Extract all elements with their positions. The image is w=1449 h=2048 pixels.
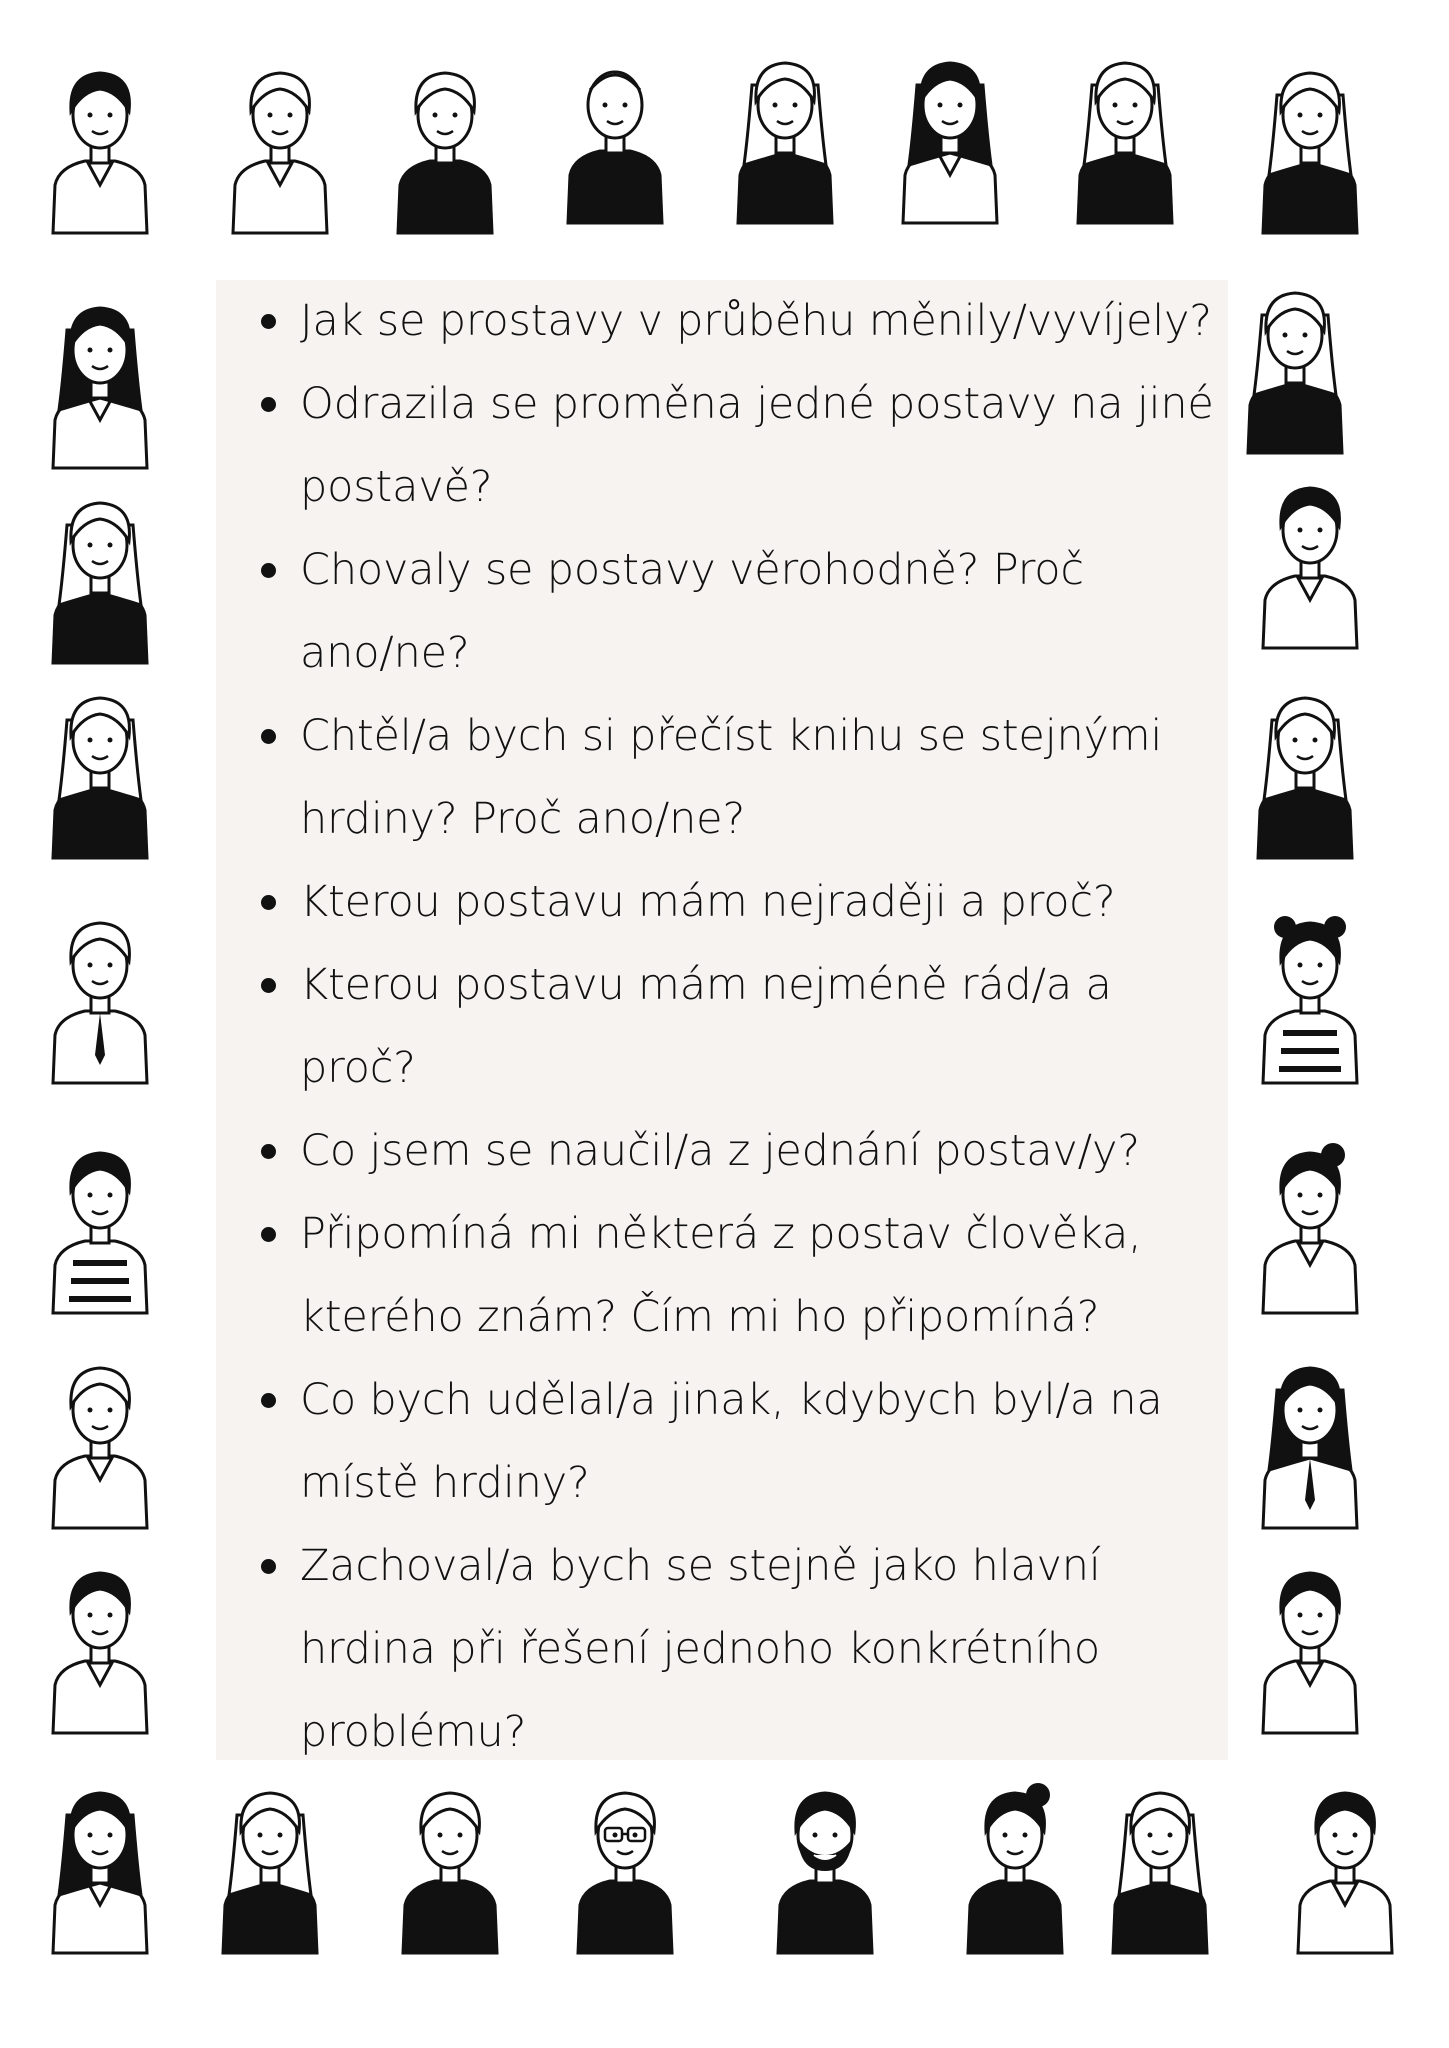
bullet-icon: [261, 1227, 276, 1242]
person-illustration-icon: [45, 55, 155, 235]
bullet-icon: [261, 1393, 276, 1408]
question-text: Chtěl/a bych si přečíst knihu se stejnými hrdiny? Proč ano/ne?: [300, 711, 1163, 844]
person-illustration-icon: [960, 1775, 1070, 1955]
question-item: [216, 1193, 1236, 1359]
person-illustration-icon: [225, 55, 335, 235]
person-illustration-icon: [45, 1135, 155, 1315]
person-illustration-icon: [1255, 1135, 1365, 1315]
question-text: Odrazila se proměna jedné postavy na jiné postavě?: [300, 379, 1214, 512]
person-illustration-icon: [45, 1775, 155, 1955]
person-illustration-icon: [730, 45, 840, 225]
bullet-icon: [261, 397, 276, 412]
person-illustration-icon: [1105, 1775, 1215, 1955]
question-text: Co jsem se naučil/a z jednání postav/y?: [300, 1126, 1140, 1176]
person-illustration-icon: [45, 1555, 155, 1735]
question-text: Chovaly se postavy věrohodně? Proč ano/ne?: [300, 545, 1084, 678]
question-item: [216, 363, 1236, 529]
bullet-icon: [261, 978, 276, 993]
person-illustration-icon: [45, 680, 155, 860]
person-illustration-icon: [1290, 1775, 1400, 1955]
person-illustration-icon: [390, 55, 500, 235]
question-text: Zachoval/a bych se stejně jako hlavní hrdina při řešení jednoho konkrétního problému?: [300, 1541, 1101, 1757]
person-illustration-icon: [1255, 1350, 1365, 1530]
question-item: [216, 1525, 1236, 1774]
person-illustration-icon: [895, 45, 1005, 225]
question-text: Kterou postavu mám nejméně rád/a a proč?: [300, 960, 1112, 1093]
question-text: Co bych udělal/a jinak, kdybych byl/a na místě hrdiny?: [300, 1375, 1163, 1508]
question-item: [216, 280, 1236, 363]
person-illustration-icon: [560, 45, 670, 225]
person-illustration-icon: [1070, 45, 1180, 225]
question-item: [216, 944, 1236, 1110]
bullet-icon: [261, 1144, 276, 1159]
question-panel: [216, 280, 1228, 1760]
question-text: Kterou postavu mám nejraději a proč?: [300, 877, 1116, 927]
person-illustration-icon: [45, 290, 155, 470]
bullet-icon: [261, 563, 276, 578]
bullet-icon: [261, 895, 276, 910]
person-illustration-icon: [1255, 470, 1365, 650]
question-item: [216, 1110, 1236, 1193]
question-text: Připomíná mi některá z postav člověka, kterého znám? Čím mi ho připomíná?: [300, 1209, 1142, 1342]
person-illustration-icon: [1255, 1555, 1365, 1735]
bullet-icon: [261, 1559, 276, 1574]
question-list: [216, 280, 1236, 1774]
person-illustration-icon: [570, 1775, 680, 1955]
person-illustration-icon: [770, 1775, 880, 1955]
person-illustration-icon: [395, 1775, 505, 1955]
person-illustration-icon: [45, 905, 155, 1085]
bullet-icon: [261, 729, 276, 744]
person-illustration-icon: [1240, 275, 1350, 455]
bullet-icon: [261, 314, 276, 329]
person-illustration-icon: [215, 1775, 325, 1955]
question-item: [216, 695, 1236, 861]
person-illustration-icon: [1250, 680, 1360, 860]
question-item: [216, 529, 1236, 695]
person-illustration-icon: [1255, 905, 1365, 1085]
person-illustration-icon: [45, 1350, 155, 1530]
person-illustration-icon: [1255, 55, 1365, 235]
question-item: [216, 1359, 1236, 1525]
question-text: Jak se prostavy v průběhu měnily/vyvíjely?: [300, 296, 1212, 346]
question-item: [216, 861, 1236, 944]
person-illustration-icon: [45, 485, 155, 665]
